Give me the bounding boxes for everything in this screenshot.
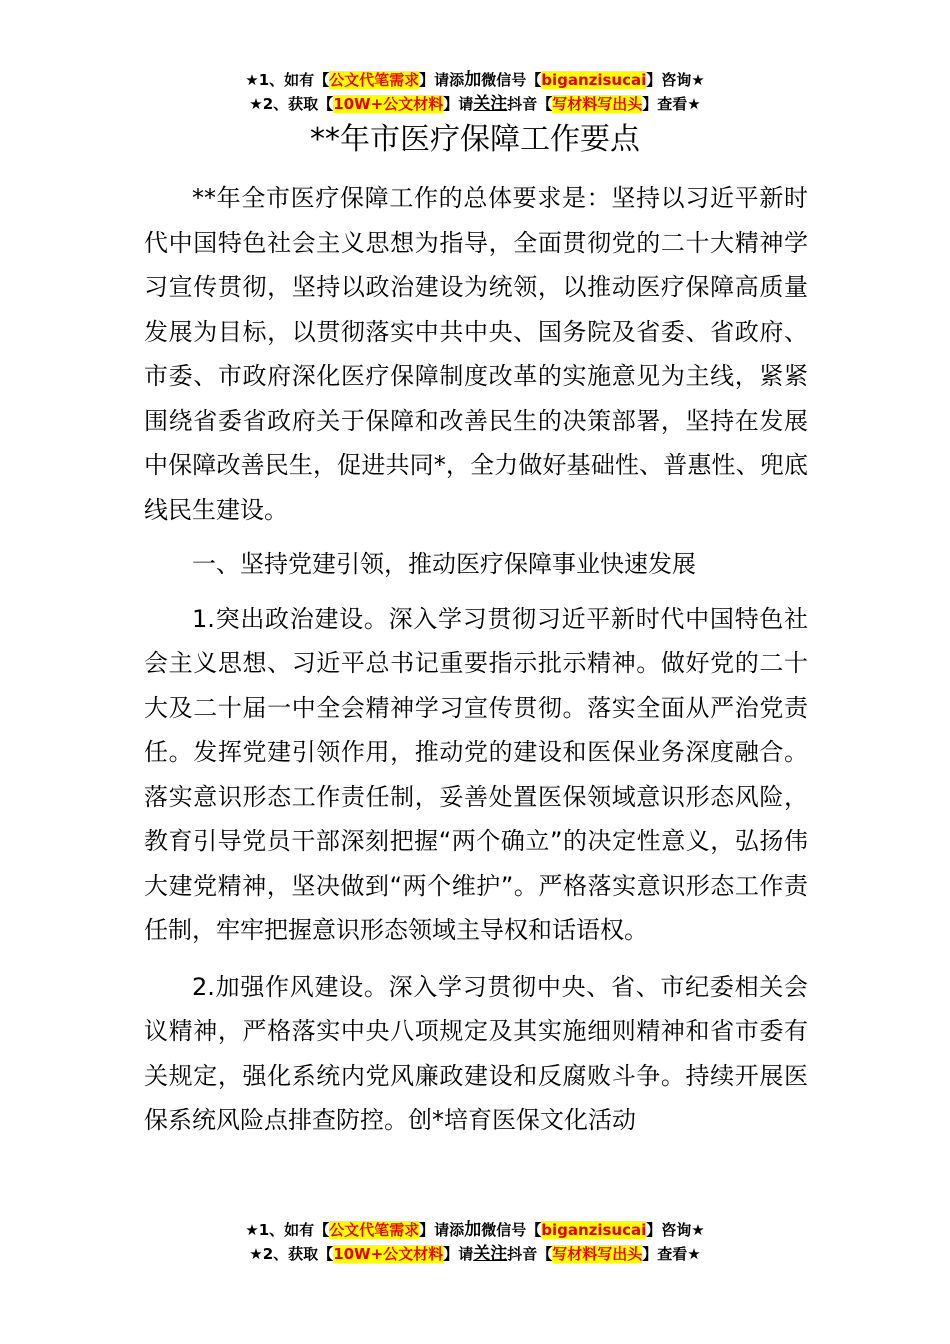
- promo-highlight: 10W+公文材料: [333, 95, 444, 113]
- promo-banner-bottom: [0, 1218, 950, 1266]
- promo-text: 】查看★: [642, 95, 701, 113]
- promo-text: ★2、获取【: [249, 95, 334, 113]
- promo-text: 】请添: [419, 1221, 465, 1239]
- promo-text: 】请添: [419, 71, 465, 89]
- promo-text: ★2、获取【: [249, 1245, 334, 1263]
- section-heading: 一、坚持党建引领，推动医疗保障事业快速发展: [192, 550, 696, 578]
- promo-highlight: 写材料写出头: [552, 95, 643, 113]
- promo-text: 】请: [443, 1245, 474, 1263]
- promo-highlight: biganzisucai: [541, 71, 647, 89]
- promo-line-2: [0, 1242, 950, 1266]
- promo-highlight: 写材料写出头: [552, 1245, 643, 1263]
- document-title: **年市医疗保障工作要点: [310, 122, 640, 157]
- promo-highlight: 10W+公文材料: [333, 1245, 444, 1263]
- document-body: [144, 176, 808, 1143]
- promo-text: 微信号【: [481, 1221, 542, 1239]
- item-paragraph-1: 1.突出政治建设。深入学习贯彻习近平新时代中国特色社会主义思想、习近平总书记重要指示批示精神。做好党的二十大及二十届一中全会精神学习宣传贯彻。落实全面从严治党责任。发挥党建引领作用，推动党的建设和医保业务深度融合。落实意识形态工作责任制，妥善处置医保领域意识形态风险，教育引导党员干部深刻把握“两个确立”的决定性意义，弘扬伟大建党精神，坚决做到“两个维护”。严格落实意识形态工作责任制，牢牢把握意识形态领域主导权和话语权。: [144, 604, 808, 944]
- promo-banner-top: [0, 68, 950, 116]
- promo-text: 】请: [443, 95, 474, 113]
- promo-text: 】咨询★: [646, 71, 705, 89]
- promo-text: 抖音【: [507, 95, 553, 113]
- promo-text: 微信号【: [481, 71, 542, 89]
- promo-text-underline: 关注: [473, 94, 508, 114]
- promo-text-bold: 加: [464, 70, 482, 90]
- promo-line-1: [0, 1218, 950, 1242]
- promo-text-underline: 关注: [473, 1244, 508, 1264]
- promo-line-2: [0, 92, 950, 116]
- promo-line-1: [0, 68, 950, 92]
- promo-highlight: biganzisucai: [541, 1221, 647, 1239]
- promo-text: 抖音【: [507, 1245, 553, 1263]
- promo-text: ★1、如有【: [245, 71, 330, 89]
- promo-text: ★1、如有【: [245, 1221, 330, 1239]
- promo-text: 】咨询★: [646, 1221, 705, 1239]
- item-paragraph-2: 2.加强作风建设。深入学习贯彻中央、省、市纪委相关会议精神，严格落实中央八项规定及其实施细则精神和省市委有关规定，强化系统内党风廉政建设和反腐败斗争。持续开展医保系统风险点排查防控。创*培育医保文化活动: [144, 972, 808, 1134]
- promo-highlight: 公文代笔需求: [329, 1221, 420, 1239]
- promo-text: 】查看★: [642, 1245, 701, 1263]
- intro-paragraph: **年全市医疗保障工作的总体要求是：坚持以习近平新时代中国特色社会主义思想为指导，全面贯彻党的二十大精神学习宣传贯彻，坚持以政治建设为统领，以推动医疗保障高质量发展为目标，以贯彻落实中共中央、国务院及省委、省政府、市委、市政府深化医疗保障制度改革的实施意见为主线，紧紧围绕省委省政府关于保障和改善民生的决策部署，坚持在发展中保障改善民生，促进共同*，全力做好基础性、普惠性、兜底线民生建设。: [144, 184, 808, 524]
- promo-highlight: 公文代笔需求: [329, 71, 420, 89]
- promo-text-bold: 加: [464, 1220, 482, 1240]
